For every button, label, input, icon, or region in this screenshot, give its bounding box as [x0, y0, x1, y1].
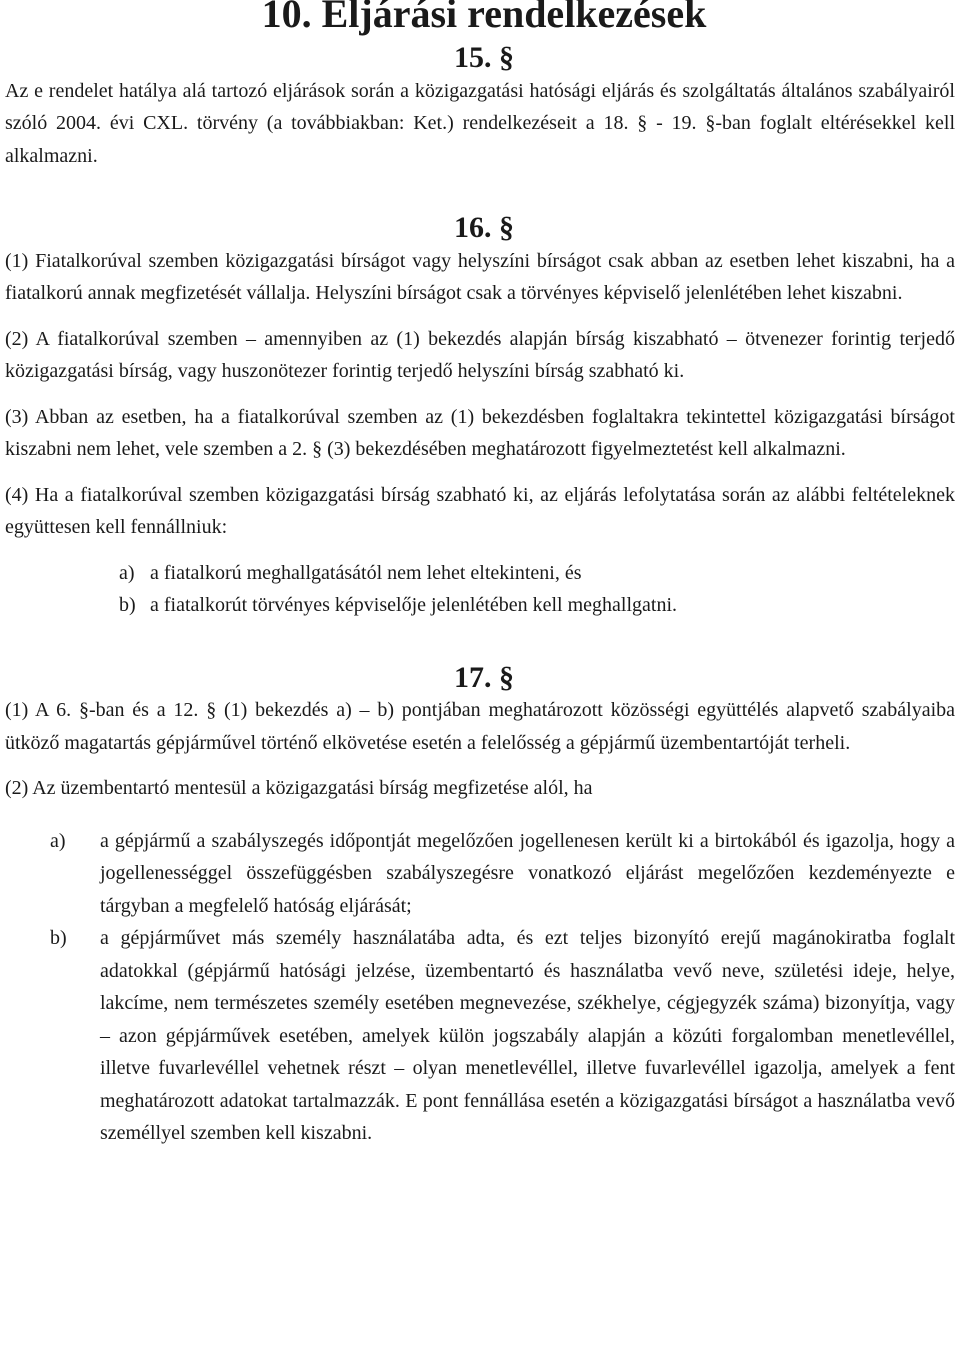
list-item-text: a fiatalkorú meghallgatásától nem lehet eltekinteni, és — [150, 561, 582, 584]
list-item — [5, 589, 955, 622]
section-16-paragraph-4: (4) Ha a fiatalkorúval szemben közigazgatási bírság szabható ki, az eljárás lefolytatása során az alábbi feltételeknek együttesen kell fennállniuk: — [5, 483, 955, 538]
section-17-paragraph-1: (1) A 6. §-ban és a 12. § (1) bekezdés a) – b) pontjában meghatározott közösségi együttélés alapvető szabályaiba ütköző magatartás gépjárművel történő elkövetése esetén a felelősség a gépjármű üzembentartóját terheli. — [5, 699, 955, 754]
section-17-paragraph-2: (2) Az üzembentartó mentesül a közigazgatási bírság megfizetése alól, ha — [5, 777, 593, 799]
section-16-heading: 16. § — [454, 211, 514, 244]
list-item-marker: a) — [50, 829, 66, 852]
section-16-list — [5, 557, 955, 622]
list-item — [5, 557, 955, 590]
section-17-list — [5, 825, 955, 1150]
list-item-text: a gépjárművet más személy használatába adta, és ezt teljes bizonyító erejű magánokiratba foglalt adatokkal (gépjármű hatósági jelzése, üzembentartó és használatba vevő neve, születési ideje, helye, lakcíme, nem természetes személy esetében megnevezése, székhelye, cégjegyzék száma) bizonyítja, vagy – azon gépjárművek esetében, amelyek külön jogszabály alapján a közúti forgalomban menetlevéllel, illetve fuvarlevéllel vehetnek részt – olyan menetlevéllel, illetve fuvarlevéllel igazolja, amelyek a fent meghatározott adatokat tartalmazzák. E pont fennállása esetén a közigazgatási bírságot a használatba vevő személlyel szemben kell kiszabni. — [100, 927, 955, 1144]
document-page — [5, 0, 955, 1150]
section-16-paragraph-1: (1) Fiatalkorúval szemben közigazgatási bírságot vagy helyszíni bírságot csak abban az esetben lehet kiszabni, ha a fiatalkorú annak megfizetését vállalja. Helyszíni bírságot csak a törvényes képviselő jelenlétében lehet kiszabni. — [5, 249, 955, 304]
section-16 — [5, 212, 955, 622]
list-item-marker: b) — [119, 594, 136, 616]
section-17 — [5, 662, 955, 1150]
section-16-paragraph-3: (3) Abban az esetben, ha a fiatalkorúval szemben az (1) bekezdésben foglaltakra tekintettel közigazgatási bírságot kiszabni nem lehet, vele szemben a 2. § (3) bekezdésében meghatározott figyelmeztetést kell alkalmazni. — [5, 405, 955, 460]
section-15-heading: 15. § — [454, 41, 514, 74]
list-item-text: a fiatalkorút törvényes képviselője jelenlétében kell meghallgatni. — [150, 594, 678, 616]
section-15-text: Az e rendelet hatálya alá tartozó eljárások során a közigazgatási hatósági eljárás és szolgáltatás általános szabályairól szóló 2004. évi CXL. törvény (a továbbiakban: Ket.) rendelkezéseit a 18. § - 19. §-ban foglalt eltérésekkel kell alkalmazni. — [5, 79, 955, 167]
section-17-heading: 17. § — [454, 660, 514, 694]
list-item — [5, 825, 955, 923]
list-item-text: a gépjármű a szabályszegés időpontját megelőzően jogellenesen került ki a birtokából és igazolja, hogy a jogellenességgel összefüggésben szabályszegésre vonatkozó eljárást megelőzően kezdeményezte e tárgyban a megfelelő hatóság eljárását; — [100, 829, 955, 917]
section-15 — [5, 42, 955, 172]
section-16-paragraph-2: (2) A fiatalkorúval szemben – amennyiben az (1) bekezdés alapján bírság kiszabható – ötvenezer forintig terjedő közigazgatási bírság, vagy huszonötezer forintig terjedő helyszíni bírság szabható ki. — [5, 327, 955, 382]
list-item — [5, 922, 955, 1150]
list-item-marker: a) — [119, 561, 135, 584]
chapter-title: 10. Eljárási rendelkezések — [261, 0, 707, 36]
list-item-marker: b) — [50, 927, 67, 949]
